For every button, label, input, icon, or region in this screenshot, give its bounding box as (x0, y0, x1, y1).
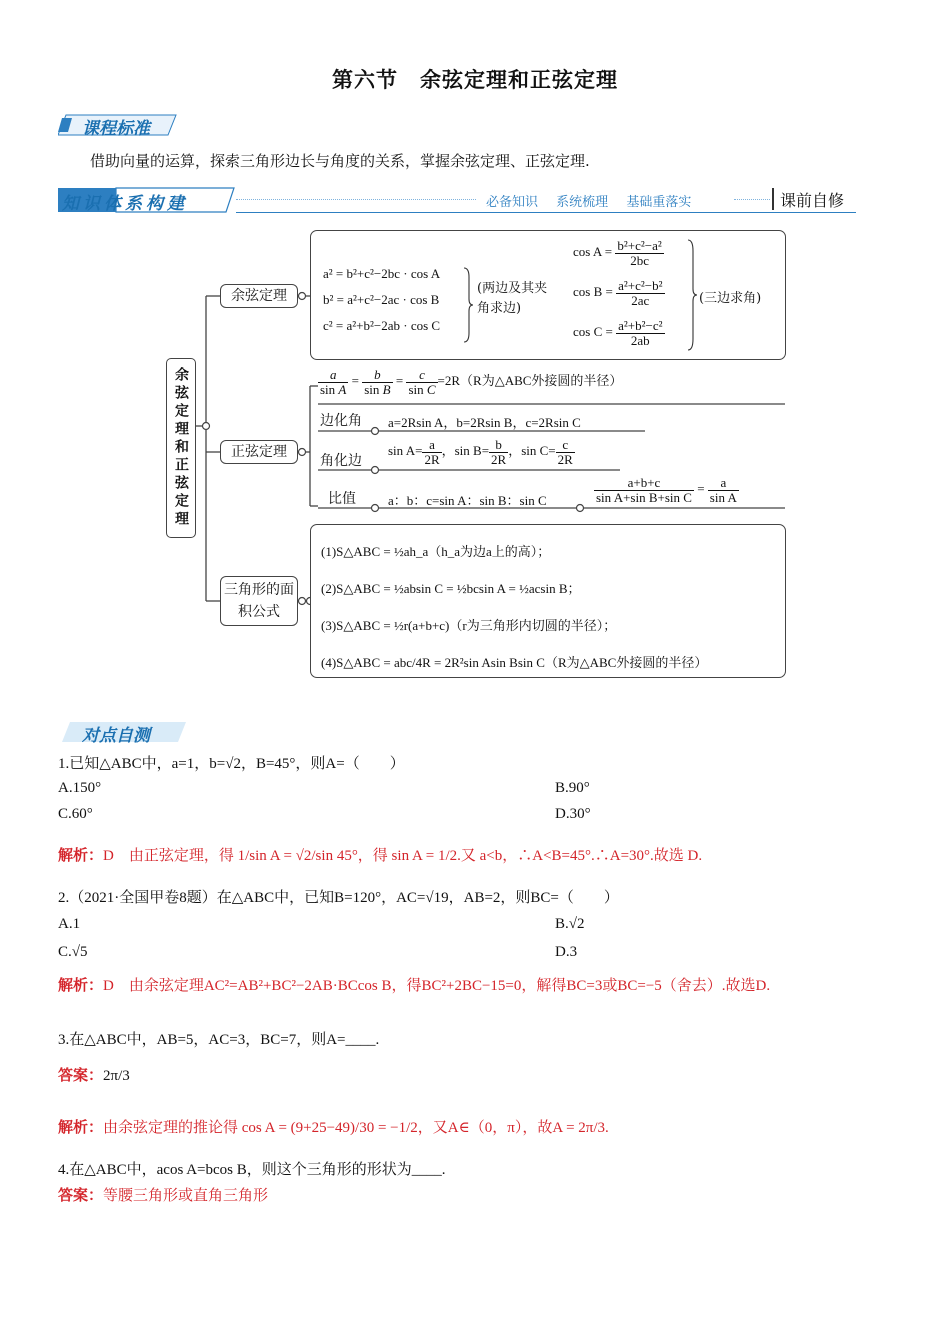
q4-stem: 4.在△ABC中，acos A=bcos B，则这个三角形的形状为____. (58, 1162, 446, 1178)
q1-analysis-text: D 由正弦定理，得 1/sin A = √2/sin 45°，得 sin A = 1/2.又 a<b，∴A<B=45°.∴A=30°.故选 D. (103, 848, 703, 864)
q2-analysis-label: 解析： (58, 976, 104, 994)
q4-answer (58, 1184, 268, 1205)
q1-stem: 1.已知△ABC中，a=1，b=√2，B=45°，则A=（ ） (58, 756, 405, 772)
area-item-3: (3)S△ABC = ½r(a+b+c)（r为三角形内切圆的半径）； (321, 618, 617, 633)
q3-answer-text: 2π/3 (103, 1068, 130, 1084)
knowledge-right-divider (772, 188, 774, 210)
q2-analysis-text: D 由余弦定理AC²=AB²+BC²−2AB·BCcos B，得BC²+2BC−15=0，解得BC=3或BC=−5（舍去）.故选D. (103, 978, 771, 994)
knowledge-header (58, 186, 858, 214)
q3-analysis-label: 解析： (58, 1118, 104, 1136)
tag-2: 基础重落实 (626, 195, 692, 210)
area-item-2: (2)S△ABC = ½absin C = ½bcsin A = ½acsin B； (321, 581, 581, 596)
course-standard-badge: 课程标准 (82, 119, 150, 139)
cosine-node (220, 284, 298, 308)
angle-to-edge-label: 角化边 (320, 453, 362, 469)
page-title: 第六节 余弦定理和正弦定理 (332, 68, 618, 92)
cos-b-num: a²+c²−b² (618, 278, 663, 293)
a2e-2: 2R (424, 451, 440, 467)
edge-to-angle-label: 边化角 (320, 413, 362, 429)
cosine-formulas (323, 261, 440, 339)
mindmap-root (166, 358, 196, 538)
cosine-box (310, 230, 786, 360)
q2-stem: 2.（2021·全国甲卷8题）在△ABC中，已知B=120°，AC=√19，AB=2，则BC=（ ） (58, 890, 619, 906)
ratio2-den: sin A+sin B+sin C (596, 489, 692, 505)
knowledge-right-label: 课前自修 (780, 191, 845, 210)
cos-a-lhs: cos A = (573, 244, 613, 260)
q2-analysis (58, 972, 888, 999)
cos-b-lhs: cos B = (573, 284, 613, 300)
course-standard-header (58, 112, 178, 139)
a2e-3: ，sin B= (441, 443, 490, 459)
edge-to-angle: a=2Rsin A，b=2Rsin B，c=2Rsin C (388, 415, 581, 430)
a2e-5: 2R (491, 451, 507, 467)
cos-c-den: 2ab (630, 332, 650, 348)
ratio2-rhs-den: sin A (709, 489, 737, 505)
q3-analysis-text: 由余弦定理的推论得 cos A = (9+25−49)/30 = −1/2，又A∈（0，π），故A = 2π/3. (103, 1120, 609, 1136)
a2e-1: a (422, 438, 441, 453)
q3-stem: 3.在△ABC中，AB=5，AC=3，BC=7，则A=____. (58, 1032, 380, 1048)
q3-answer (58, 1064, 130, 1085)
mindmap (160, 226, 790, 681)
cos-c-num: a²+b²−c² (618, 318, 663, 333)
cos-a (573, 239, 664, 267)
q4-answer-label: 答案： (58, 1186, 104, 1204)
knowledge-badge (62, 189, 188, 214)
cos-b-den: 2ac (631, 292, 650, 308)
ratio2-rhs-num: a (708, 476, 739, 491)
knowledge-badge-text: 知识体系构建 (62, 194, 188, 214)
cosine-formula-a: a² = b²+c²−2bc · cos A (323, 266, 441, 281)
sine-main-eq: $\frac{a}{\text{sin A}}$ = $\frac{b}{\text{sin B}}$ = $\frac{c}{\text{sin C}}$ =2R（R为△ABC外接圆的半径） (320, 367, 623, 397)
area-item-4: (4)S△ABC = abc/4R = 2R²sin Asin Bsin C（R为△ABC外接圆的半径） (321, 655, 708, 670)
brace-left (463, 267, 473, 343)
cosine-formula-b: b² = a²+c²−2ac · cos B (323, 292, 440, 307)
q1-analysis-label: 解析： (58, 846, 104, 864)
area-node-label: 三角形的面积公式 (224, 582, 294, 620)
ratio-label: 比值 (328, 491, 356, 507)
brace-right (687, 239, 697, 351)
area-node (220, 576, 298, 626)
angle-to-edge (388, 438, 575, 466)
ratio: a：b：c=sin A：sin B：sin C (388, 493, 547, 508)
sine-node (220, 440, 298, 464)
q1-option-d[interactable]: D.30° (555, 806, 591, 822)
cosine-formula-c: c² = a²+b²−2ab · cos C (323, 318, 441, 333)
q2-option-d[interactable]: D.3 (555, 944, 578, 960)
q3-analysis (58, 1116, 888, 1137)
a2e-4: b (489, 438, 508, 453)
cos-a-num: b²+c²−a² (617, 238, 662, 253)
cosine-corollary-note: (三边求角) (699, 291, 762, 306)
knowledge-dotted-line-2 (734, 199, 770, 200)
a2e-6: ，sin C= (508, 443, 556, 459)
q4-answer-text: 等腰三角形或直角三角形 (103, 1188, 269, 1204)
cosine-node-label: 余弦定理 (231, 288, 287, 304)
ratio2: $\frac{a+b+c}{\text{sin A+sin B+sin C}}$ = $\frac{a}{\text{sin A}}$ (596, 475, 737, 505)
knowledge-dotted-line (236, 199, 476, 200)
a2e-0: sin A= (388, 443, 423, 459)
sine-main-eq-tail: =2R（R为△ABC外接圆的半径） (437, 373, 623, 389)
q2-option-a[interactable]: A.1 (58, 916, 81, 932)
sine-node-label: 正弦定理 (231, 444, 287, 460)
mindmap-root-label: 余弦定理和正弦定理 (173, 367, 189, 529)
knowledge-underline (236, 212, 856, 213)
self-test-header (62, 720, 186, 744)
course-standard-text: 借助向量的运算，探索三角形边长与角度的关系，掌握余弦定理、正弦定理. (90, 152, 590, 170)
cosine-formulas-note: (两边及其夹角求边) (477, 281, 548, 316)
ratio2-num: a+b+c (594, 476, 694, 491)
a2e-8: 2R (557, 451, 573, 467)
q2-option-c[interactable]: C.√5 (58, 944, 88, 960)
area-item-1: (1)S△ABC = ½ah_a（h_a为边a上的高）； (321, 544, 551, 559)
q1-option-c[interactable]: C.60° (58, 806, 93, 822)
tag-0: 必备知识 (486, 195, 539, 210)
knowledge-tags (486, 191, 691, 210)
cos-c (573, 319, 665, 347)
tag-1: 系统梳理 (556, 195, 609, 210)
a2e-7: c (556, 438, 575, 453)
self-test-badge: 对点自测 (82, 726, 150, 746)
area-box (310, 524, 786, 678)
q1-analysis (58, 844, 888, 865)
cos-b (573, 279, 665, 307)
q1-option-b[interactable]: B.90° (555, 780, 590, 796)
cos-c-lhs: cos C = (573, 324, 613, 340)
area-items (321, 533, 707, 681)
q3-answer-label: 答案： (58, 1066, 104, 1084)
q1-option-a[interactable]: A.150° (58, 780, 102, 796)
cos-a-den: 2bc (630, 252, 649, 268)
q2-option-b[interactable]: B.√2 (555, 916, 585, 932)
